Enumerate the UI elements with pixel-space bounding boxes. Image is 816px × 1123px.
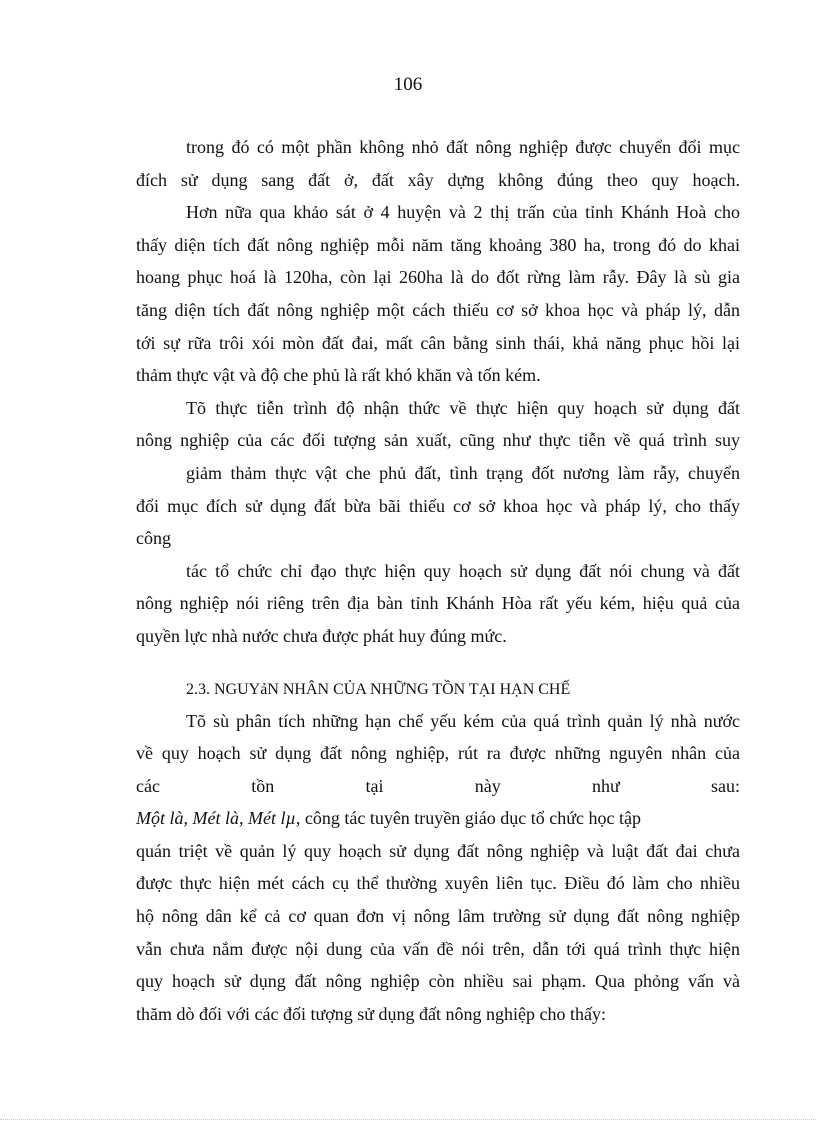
text-line: quán triệt về quản lý quy hoạch sử dụng đất nông nghiệp và luật đất đai chưa	[136, 840, 740, 861]
text-line: các tồn tại này như sau:	[136, 775, 740, 796]
text-line: công	[136, 528, 171, 549]
text-line: thấy diện tích đất nông nghiệp mỗi năm tăng khoảng 380 ha, trong đó do khai	[136, 234, 740, 255]
text-line: Tõ thực tiễn trình độ nhận thức về thực hiện quy hoạch sử dụng đất	[186, 397, 740, 418]
text-line: đổi mục đích sử dụng đất bừa bãi thiếu cơ sở khoa học và pháp lý, cho thấy	[136, 495, 740, 516]
text-line: tăng diện tích đất nông nghiệp một cách thiếu cơ sở khoa học và pháp lý, dẫn	[136, 299, 740, 320]
section-heading: 2.3. NGUYảN NHÂN CỦA NHỮNG TỒN TẠI HẠN CHẾ	[186, 680, 571, 698]
text-line: được thực hiện mét cách cụ thể thường xuyên liên tục. Điều đó làm cho nhiều	[136, 873, 740, 894]
text-line: Hơn nữa qua khảo sát ở 4 huyện và 2 thị trấn của tỉnh Khánh Hoà cho	[186, 202, 740, 223]
italic-lead: Một là, Mét là, Mét lµ,	[136, 808, 301, 829]
text-line: quyền lực nhà nước chưa được phát huy đúng mức.	[136, 625, 507, 646]
text-line: giảm thảm thực vật che phủ đất, tình trạng đốt nương làm rẫy, chuyển	[186, 462, 740, 483]
text-line: vẫn chưa nắm được nội dung của vấn đề nói trên, dẫn tới quá trình thực hiện	[136, 938, 740, 959]
text-line: thăm dò đối với các đối tượng sử dụng đất nông nghiệp cho thấy:	[136, 1003, 606, 1024]
page-number: 106	[393, 74, 423, 95]
text-line: hộ nông dân kể cả cơ quan đơn vị nông lâm trường sử dụng đất nông nghiệp	[136, 906, 740, 927]
page-bottom-border	[0, 1119, 816, 1120]
text-line: quy hoạch sử dụng đất nông nghiệp còn nhiều sai phạm. Qua phỏng vấn và	[136, 971, 740, 992]
text-line: thảm thực vật và độ che phủ là rất khó khăn và tốn kém.	[136, 365, 541, 386]
text-line: nông nghiệp nói riêng trên địa bàn tỉnh Khánh Hòa rất yếu kém, hiệu quả của	[136, 593, 740, 614]
line-rest: công tác tuyên truyền giáo dục tổ chức học tập	[300, 808, 641, 829]
text-line: trong đó có một phần không nhỏ đất nông nghiệp được chuyển đổi mục	[186, 137, 740, 157]
section-gap	[136, 653, 740, 675]
text-line: đích sử dụng sang đất ở, đất xây dựng không đúng theo quy hoạch.	[136, 169, 740, 190]
text-line: về quy hoạch sử dụng đất nông nghiệp, rút ra được những nguyên nhân của	[136, 743, 740, 764]
text-line: hoang phục hoá là 120ha, còn lại 260ha là do đốt rừng làm rẫy. Đây là sù gia	[136, 267, 740, 288]
text-line: nông nghiệp của các đối tượng sản xuất, cũng như thực tiễn về quá trình suy	[136, 430, 740, 451]
text-line: tác tổ chức chỉ đạo thực hiện quy hoạch sử dụng đất nói chung và đất	[186, 560, 740, 581]
text-line: Tõ sù phân tích những hạn chế yếu kém của quá trình quản lý nhà nước	[186, 710, 740, 731]
text-line	[136, 802, 740, 835]
document-body	[136, 131, 740, 1030]
text-line: tới sự rữa trôi xói mòn đất đai, mất cân bằng sinh thái, khả năng phục hồi lại	[136, 332, 740, 353]
